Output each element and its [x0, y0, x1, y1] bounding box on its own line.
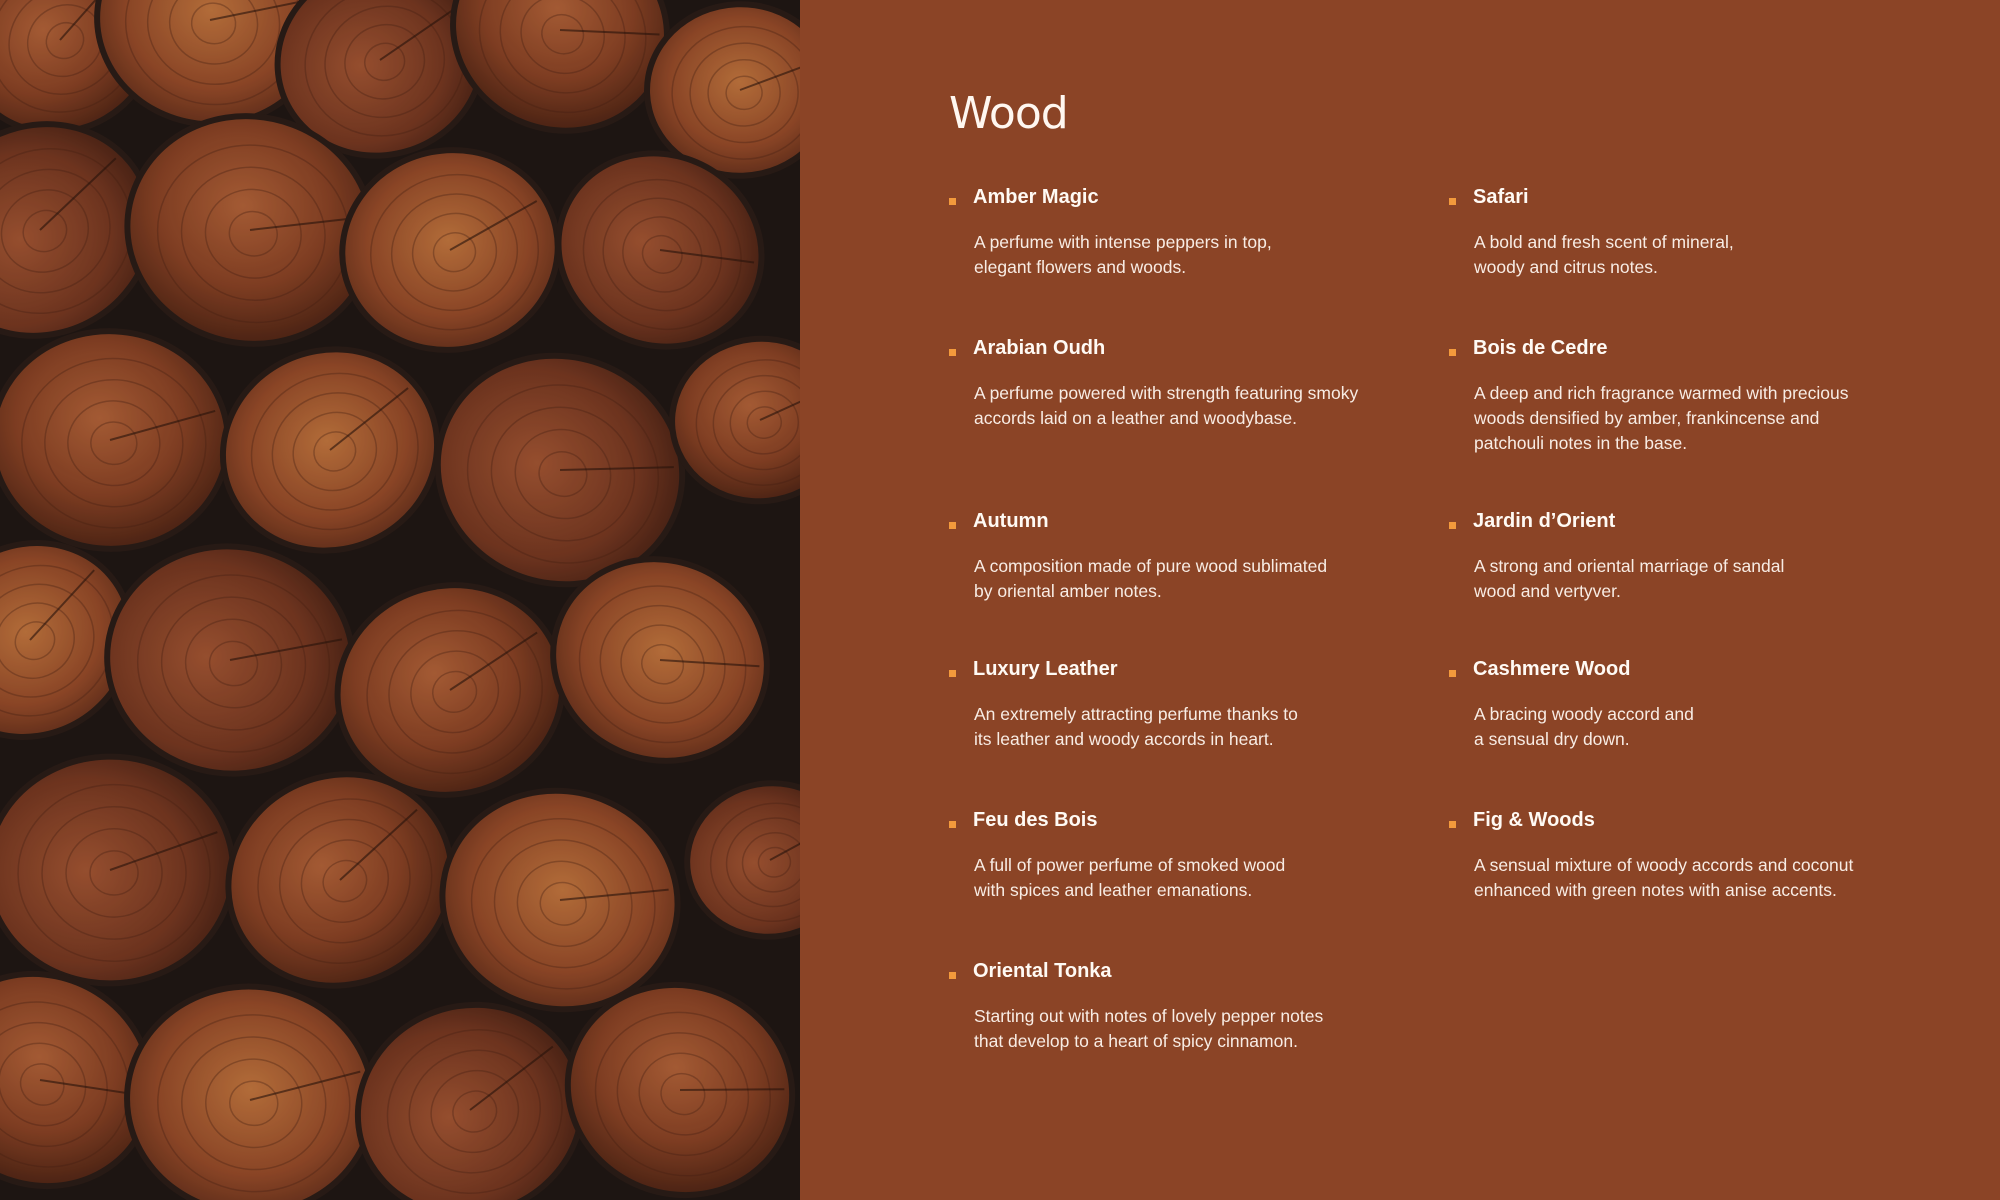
description-line: a sensual dry down.	[1474, 729, 1630, 749]
fragrance-description	[974, 230, 1414, 280]
description-line: woods densified by amber, frankincense and	[1474, 408, 1820, 428]
description-line: A composition made of pure wood sublimated	[974, 556, 1328, 576]
description-line: accords laid on a leather and woodybase.	[974, 408, 1297, 428]
description-line: with spices and leather emanations.	[974, 880, 1253, 900]
description-line: Starting out with notes of lovely pepper notes	[974, 1006, 1324, 1026]
square-bullet-icon	[1449, 670, 1456, 677]
fragrance-name: Feu des Bois	[973, 809, 1098, 831]
woodpile-image	[0, 0, 800, 1200]
description-line: elegant flowers and woods.	[974, 257, 1187, 277]
fragrance-name: Oriental Tonka	[973, 960, 1112, 982]
description-line: A bold and fresh scent of mineral,	[1474, 232, 1734, 252]
square-bullet-icon	[1449, 349, 1456, 356]
collection-title: Wood	[949, 88, 1068, 139]
square-bullet-icon	[949, 821, 956, 828]
fragrance-description	[1474, 853, 1914, 903]
square-bullet-icon	[949, 522, 956, 529]
fragrance-name: Bois de Cedre	[1473, 337, 1608, 359]
fragrance-name: Cashmere Wood	[1473, 658, 1631, 680]
description-line: A bracing woody accord and	[1474, 704, 1694, 724]
fragrance-description	[1474, 554, 1914, 604]
fragrance-description	[974, 702, 1414, 752]
description-line: A perfume powered with strength featuring smoky	[974, 383, 1359, 403]
fragrance-description	[1474, 702, 1914, 752]
fragrance-description	[1474, 381, 1914, 456]
fragrance-description	[1474, 230, 1914, 280]
description-line: A full of power perfume of smoked wood	[974, 855, 1286, 875]
fragrance-description	[974, 381, 1414, 431]
description-line: by oriental amber notes.	[974, 581, 1162, 601]
fragrance-name: Fig & Woods	[1473, 809, 1595, 831]
photo-shade	[0, 0, 800, 1200]
fragrance-name: Luxury Leather	[973, 658, 1118, 680]
fragrance-name: Amber Magic	[973, 186, 1099, 208]
description-line: enhanced with green notes with anise accents.	[1474, 880, 1837, 900]
fragrance-name: Safari	[1473, 186, 1529, 208]
description-line: wood and vertyver.	[1474, 581, 1621, 601]
square-bullet-icon	[949, 198, 956, 205]
fragrance-name: Autumn	[973, 510, 1049, 532]
square-bullet-icon	[1449, 821, 1456, 828]
wood-collection-panel	[800, 0, 2000, 1200]
description-line: its leather and woody accords in heart.	[974, 729, 1274, 749]
description-line: A strong and oriental marriage of sandal	[1474, 556, 1785, 576]
description-line: patchouli notes in the base.	[1474, 433, 1688, 453]
fragrance-description	[974, 853, 1414, 903]
woodpile-photo	[0, 0, 800, 1200]
fragrance-grid	[949, 182, 1899, 1082]
square-bullet-icon	[949, 670, 956, 677]
description-line: A deep and rich fragrance warmed with precious	[1474, 383, 1849, 403]
description-line: that develop to a heart of spicy cinnamon.	[974, 1031, 1298, 1051]
fragrance-name: Jardin d’Orient	[1473, 510, 1616, 532]
square-bullet-icon	[949, 349, 956, 356]
fragrance-description	[974, 554, 1414, 604]
square-bullet-icon	[1449, 522, 1456, 529]
square-bullet-icon	[1449, 198, 1456, 205]
description-line: An extremely attracting perfume thanks to	[974, 704, 1298, 724]
square-bullet-icon	[949, 972, 956, 979]
description-line: woody and citrus notes.	[1474, 257, 1658, 277]
description-line: A sensual mixture of woody accords and coconut	[1474, 855, 1854, 875]
description-line: A perfume with intense peppers in top,	[974, 232, 1272, 252]
fragrance-name: Arabian Oudh	[973, 337, 1106, 359]
fragrance-description	[974, 1004, 1414, 1054]
